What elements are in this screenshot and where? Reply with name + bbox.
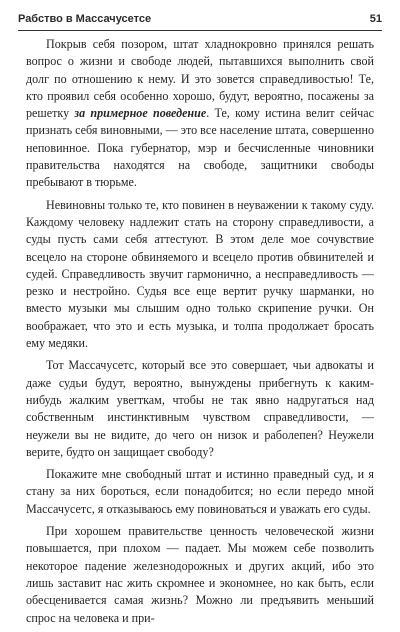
running-header	[18, 10, 382, 31]
paragraph-2: Невиновны только те, кто повинен в неуважении к такому суду. Каждому человеку надлежит стать на сторону справедливости, а суды пусть сами себя аттестуют. В этом деле мое сочувствие всецело на стороне обвиняемого и всецело против обвинителей и судей. Справедливость звучит гармонично, а несправедливость — резко и нестройно. Судья все еще вертит ручку шарманки, но вместо музыки мы слышим одно только скрипение ручки. Он воображает, что это и есть музыка, и толпа продолжает бросать ему медяки.	[26, 197, 374, 351]
paragraph-1-text-after: . Те, кому истина велит сейчас признать себя виновными, — это все население штата, совершенно неповинное. Пока губернатор, мэр и бесчисленные чиновники правительства находятся на свободе, защитники свободы пребывают в тюрьме.	[26, 106, 374, 190]
page-body	[26, 36, 374, 632]
chapter-title: Рабство в Массачусетсе	[18, 13, 152, 25]
paragraph-1	[26, 36, 374, 192]
paragraph-3: Тот Массачусетс, который все это совершает, чьи адвокаты и даже судьи будут, вероятно, вынуждены прибегнуть к каким-нибудь жалким увerткам, чтобы не так явно надругаться над собственным инстинктивным чувством справедливости, — неужели вы не видите, до чего он низок и раболепен? Неужели верите, будто он защищает свободу?	[26, 358, 374, 459]
paragraph-5: При хорошем правительстве ценность человеческой жизни повышается, при плохом — падает. Мы можем себе позволить некоторое падение железнодорожных и других акций, ибо это лишь заставит нас жить скромнее и экономнее, но как быть, если обесценивается самая жизнь? Можно ли предъявить меньший спрос на человека и при-	[26, 524, 374, 625]
page-number: 51	[369, 13, 382, 25]
paragraph-1-emphasis: за примерное поведение	[74, 106, 207, 121]
paragraph-1-text-before: Покрыв себя позором, штат хладнокровно принялся решать вопрос о жизни и свободе людей, пытавшихся выполнить свой долг по отношению к нему. И это зовется справедливостью! Те, кто проявил себя особенно хорошо, будут, вероятно, посажены за решетку	[26, 37, 374, 121]
paragraph-4: Покажите мне свободный штат и истинно праведный суд, и я стану за них бороться, если понадобится; но если передо мной Массачусетс, я отказываюсь ему повиноваться и уважать его суды.	[26, 467, 374, 516]
